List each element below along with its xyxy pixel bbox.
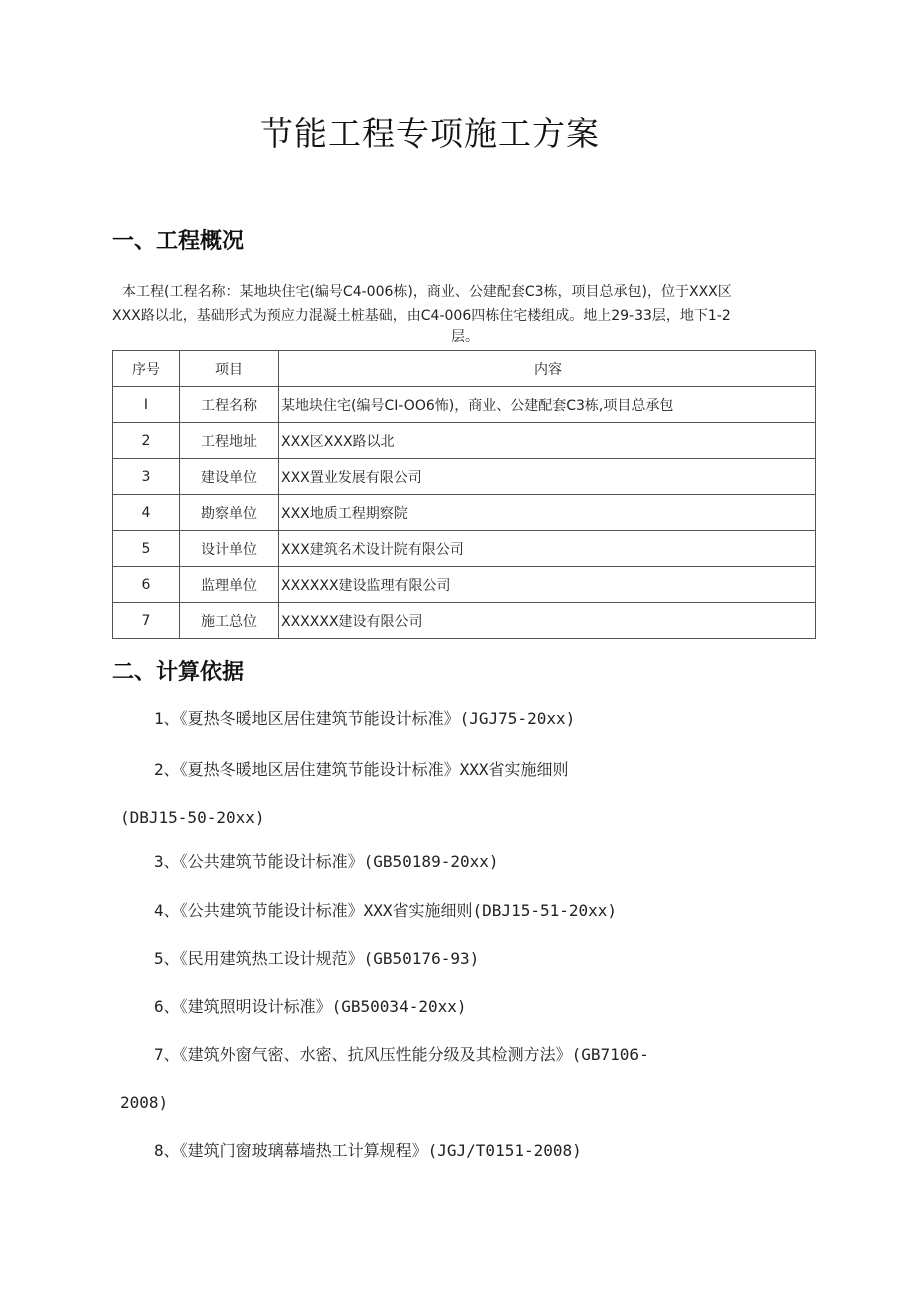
column-header-content: 内容: [279, 351, 816, 387]
row-item: 工程名称: [180, 387, 279, 423]
table-row: [113, 495, 816, 531]
reference-text-continued: 2008): [120, 1093, 169, 1112]
table-row: [113, 459, 816, 495]
overview-line: 层。: [451, 329, 479, 345]
reference-text: 3、《公共建筑节能设计标准》(GB50189-20xx): [154, 852, 499, 871]
row-item: 设计单位: [180, 531, 279, 567]
row-number: 3: [113, 459, 180, 495]
reference-text: 7、《建筑外窗气密、水密、抗风压性能分级及其检测方法》(GB7106-: [154, 1045, 649, 1064]
project-overview-table: [112, 350, 816, 639]
list-item: [112, 1127, 832, 1175]
table-row: [113, 567, 816, 603]
list-item: [112, 695, 832, 743]
row-content: XXX建筑名术设计院有限公司: [279, 531, 816, 567]
column-header-item: 项目: [180, 351, 279, 387]
row-item: 建设单位: [180, 459, 279, 495]
row-content: XXX区XXX路以北: [279, 423, 816, 459]
reference-text: 8、《建筑门窗玻璃幕墙热工计算规程》(JGJ/T0151-2008): [154, 1141, 582, 1160]
overview-line: 本工程(工程名称：某地块住宅(编号C4-006栋)，商业、公建配套C3栋，项目总承包)，位于XXX区: [122, 284, 732, 300]
table-row: [113, 603, 816, 639]
row-number: 4: [113, 495, 180, 531]
list-item: [112, 887, 832, 935]
list-item: [112, 1031, 832, 1127]
overview-paragraph: [112, 280, 818, 346]
reference-text: 6、《建筑照明设计标准》(GB50034-20xx): [154, 997, 467, 1016]
row-item: 监理单位: [180, 567, 279, 603]
row-item: 工程地址: [180, 423, 279, 459]
row-item: 施工总位: [180, 603, 279, 639]
row-item: 勘察单位: [180, 495, 279, 531]
reference-text: 2、《夏热冬暖地区居住建筑节能设计标准》XXX省实施细则: [154, 760, 569, 779]
table-header-row: [113, 351, 816, 387]
overview-line: XXX路以北，基础形式为预应力混凝土桩基础，由C4-006四栋住宅楼组成。地上29-33层，地下1-2: [112, 308, 731, 324]
reference-text: 1、《夏热冬暖地区居住建筑节能设计标准》(JGJ75-20xx): [154, 709, 576, 728]
row-content: 某地块住宅(编号CI-OO6怖)，商业、公建配套C3栋,项目总承包: [279, 387, 816, 423]
section-heading-basis: 二、计算依据: [112, 660, 245, 685]
row-number: 5: [113, 531, 180, 567]
reference-text: 4、《公共建筑节能设计标准》XXX省实施细则(DBJ15-51-20xx): [154, 901, 618, 920]
document-title: 节能工程专项施工方案: [260, 114, 600, 153]
row-number: I: [113, 387, 180, 423]
row-number: 7: [113, 603, 180, 639]
table-row: [113, 387, 816, 423]
table-row: [113, 531, 816, 567]
section-heading-overview: 一、工程概况: [112, 229, 245, 254]
reference-text: 5、《民用建筑热工设计规范》(GB50176-93): [154, 949, 480, 968]
row-content: XXX置业发展有限公司: [279, 459, 816, 495]
row-number: 2: [113, 423, 180, 459]
row-content: XXXXXX建设监理有限公司: [279, 567, 816, 603]
column-header-no: 序号: [113, 351, 180, 387]
list-item: [112, 983, 832, 1031]
list-item: [112, 746, 832, 842]
row-content: XXX地质工程期察院: [279, 495, 816, 531]
reference-text-continued: (DBJ15-50-20xx): [120, 808, 265, 827]
list-item: [112, 935, 832, 983]
row-number: 6: [113, 567, 180, 603]
row-content: XXXXXX建设有限公司: [279, 603, 816, 639]
table-row: [113, 423, 816, 459]
list-item: [112, 838, 832, 886]
